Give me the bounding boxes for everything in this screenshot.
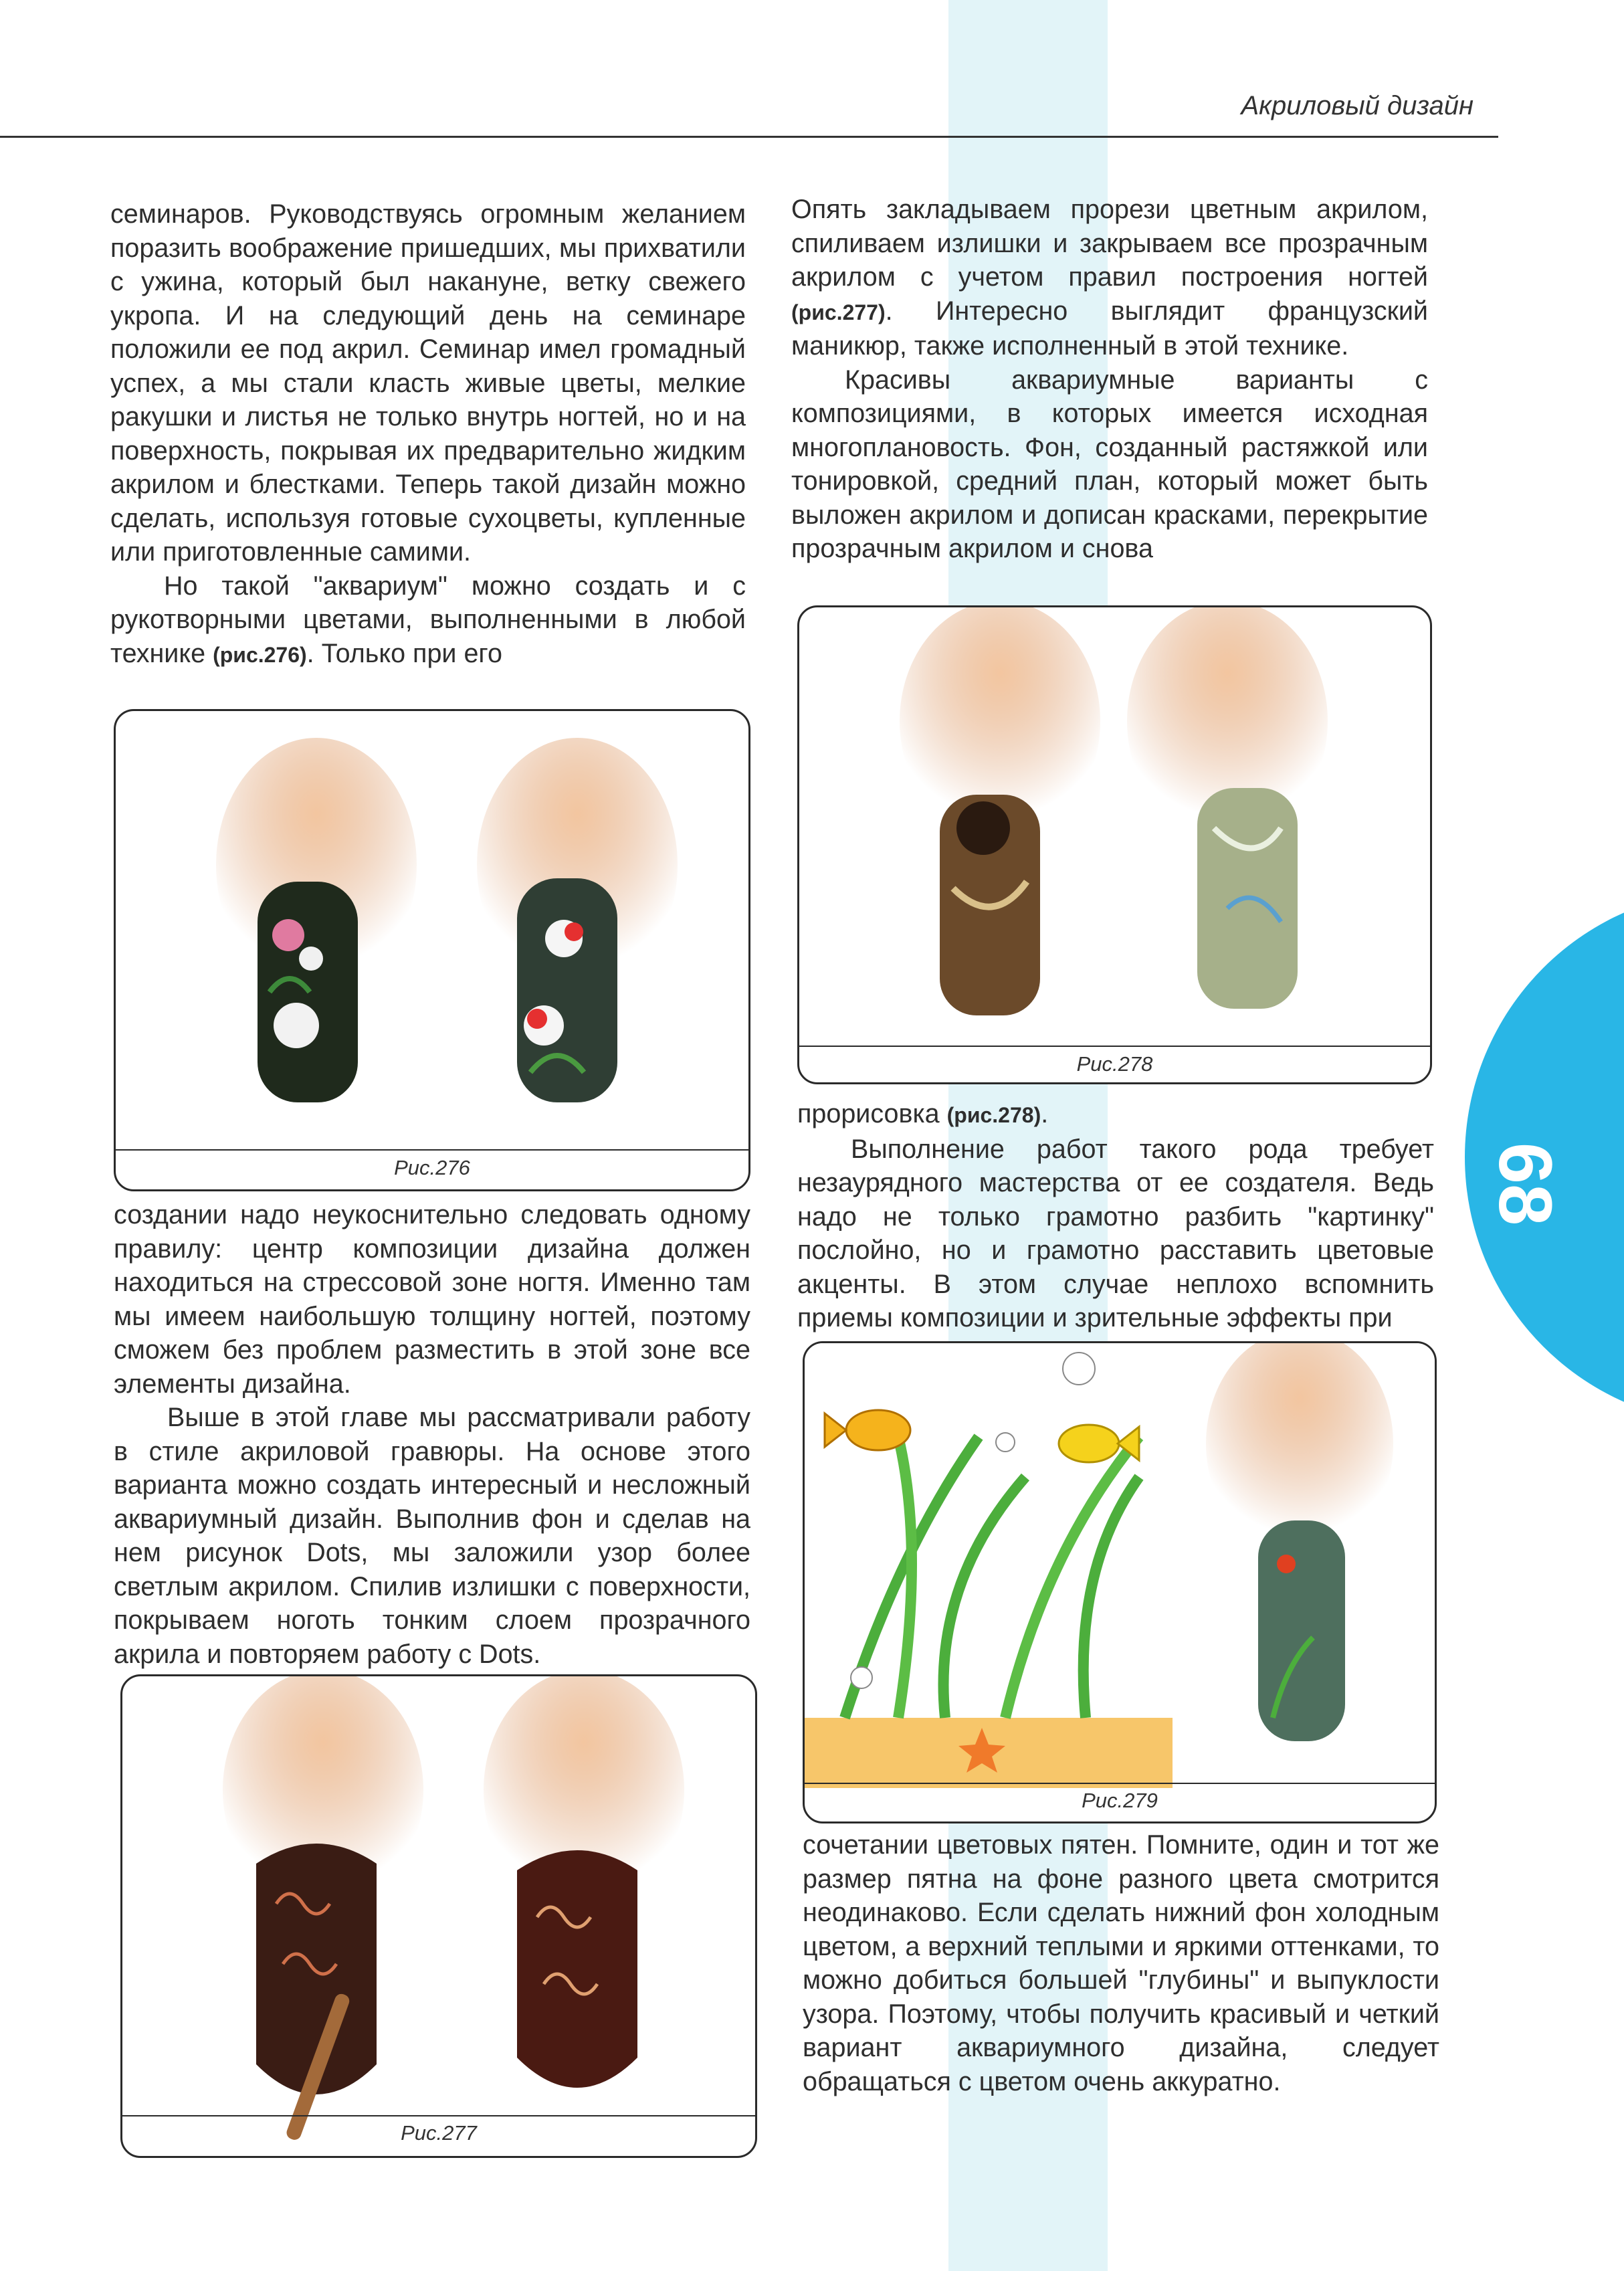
figure-reference: (рис.277): [791, 300, 886, 324]
figure-278: [797, 605, 1432, 1084]
left-text-block-2: [114, 1198, 750, 1671]
section-title: Акриловый дизайн: [1241, 91, 1474, 120]
header-rule: [0, 136, 1498, 138]
caption-divider: [116, 1149, 748, 1151]
figure-277: [120, 1674, 757, 2158]
nail-illustration: [122, 1676, 755, 2156]
text: прорисовка: [797, 1099, 940, 1128]
nail-illustration: [799, 607, 1430, 1082]
paragraph: сочетании цветовых пятен. Помните, один и тот же размер пятна на фоне разного цвета смотрится неодинаково. Если сделать нижний фон холодным цветом, а верхний теплыми и яркими оттенками, то можно добиться большей "глубины" и выпуклости узора. Поэтому, чтобы получить красивый и четкий вариант аквариумного дизайна, следует обращаться с цветом очень аккуратно.: [803, 1830, 1439, 2096]
paragraph: [110, 569, 746, 672]
nail-illustration: [116, 711, 748, 1189]
figure-reference: (рис.276): [213, 642, 307, 667]
text: Опять закладываем прорези цветным акрилом, спиливаем излишки и закрываем все прозрачным акрилом с учетом правил построения ногтей: [791, 195, 1428, 292]
paragraph: Красивы аквариумные варианты с композициями, в которых имеется исходная многоплановость. Фон, созданный растяжкой или тонировкой, средний план, который может быть выложен акрилом и дописан красками, перекрытие прозрачным акрилом и снова: [791, 365, 1428, 563]
right-text-block-3: [803, 1828, 1439, 2098]
page-number: 68: [1484, 1142, 1567, 1226]
figure-279: [803, 1341, 1437, 1823]
figure-276: [114, 709, 750, 1191]
right-text-block-1: [791, 193, 1428, 566]
nail: [1258, 1520, 1345, 1741]
text: . Только при его: [306, 638, 502, 668]
figure-caption: Рис.276: [394, 1156, 470, 1179]
figure-caption: Рис.278: [1076, 1052, 1153, 1076]
bubble-icon: [1063, 1353, 1095, 1385]
paragraph: Выше в этой главе мы рассматривали работу в стиле акриловой гравюры. На основе этого варианта можно создать интересный и несложный аквариумный дизайн. Выполнив фон и сделав на нем рисунок Dots, мы заложили узор более светлым акрилом. Спилив излишки с поверхности, покрываем ноготь тонким слоем прозрачного акрила и повторяем работу с Dots.: [114, 1403, 750, 1669]
caption-divider: [122, 2115, 755, 2116]
text: .: [1041, 1099, 1049, 1128]
caption-divider: [799, 1046, 1430, 1047]
figure-caption: Рис.279: [1082, 1789, 1158, 1812]
nail-right: [517, 1850, 637, 2088]
paragraph: [791, 193, 1428, 363]
bubble-icon: [851, 1667, 872, 1688]
caption-divider: [805, 1783, 1435, 1784]
left-text-block-1: [110, 197, 746, 672]
text: . Интересно выглядит французский маникюр, также исполненный в этой технике.: [791, 296, 1428, 361]
paragraph: Выполнение работ такого рода требует незаурядного мастерства от ее создателя. Ведь надо не только грамотно разбить "картинку" послойно, но и грамотно расставить цветовые акценты. В этом случае неплохо вспомнить приемы композиции и зрительные эффекты при: [797, 1134, 1434, 1332]
figure-caption: Рис.277: [401, 2121, 477, 2145]
paragraph: семинаров. Руководствуясь огромным желанием поразить воображение пришедших, мы прихватили с ужина, который был накануне, ветку свежего укропа. И на следующий день на семинаре положили ее под акрил. Семинар имел громадный успех, а мы стали класть живые цветы, мелкие ракушки и листья не только внутрь ногтей, но и на поверхность, покрывая их предварительно жидким акрилом и блестками. Теперь такой дизайн можно сделать, используя готовые сухоцветы, купленные или приготовленные самими.: [110, 199, 746, 567]
bubble-icon: [996, 1433, 1015, 1452]
figure-reference: (рис.278): [946, 1103, 1041, 1127]
paragraph: создании надо неукоснительно следовать одному правилу: центр композиции дизайна должен находиться на стрессовой зоне ногтя. Именно там мы имеем наибольшую толщину ногтей, поэтому сможем без проблем разместить в этой зоне все элементы дизайна.: [114, 1200, 750, 1399]
paragraph: [797, 1097, 1434, 1132]
aquarium-illustration: [805, 1343, 1435, 1821]
text: Но такой "аквариум" можно создать и с рукотворными цветами, выполненными в любой технике: [110, 571, 746, 668]
right-text-block-2: [797, 1097, 1434, 1335]
